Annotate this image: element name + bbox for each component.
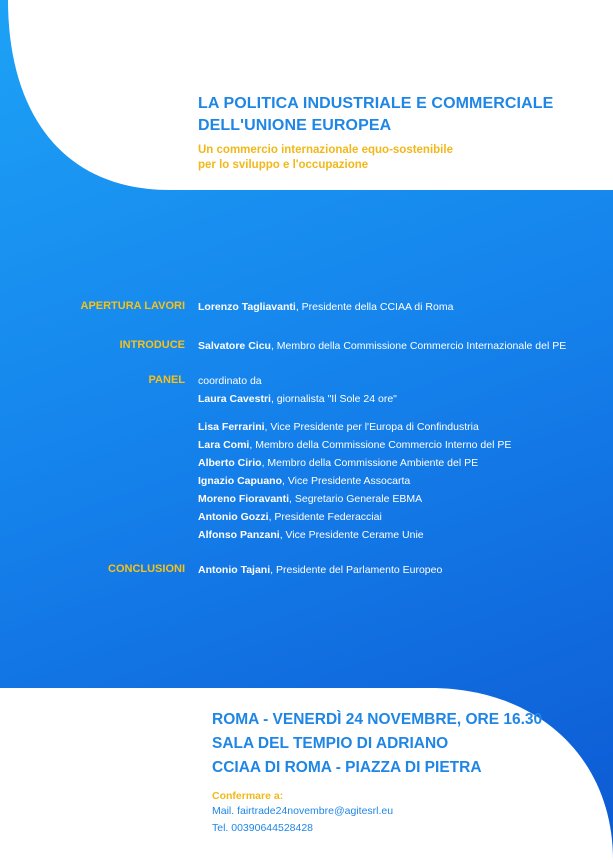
contact-tel: Tel. 00390644528428 bbox=[212, 822, 314, 834]
speaker-role: , Membro della Commissione Ambiente del PE bbox=[261, 457, 479, 469]
speaker-line bbox=[198, 337, 613, 355]
speaker-name: Lorenzo Tagliavanti bbox=[198, 301, 296, 313]
row-conclusioni bbox=[0, 561, 613, 581]
program bbox=[0, 298, 613, 581]
speaker-line bbox=[198, 454, 613, 472]
speaker-line bbox=[198, 436, 613, 454]
speaker-role: , Membro della Commissione Commercio Interno del PE bbox=[249, 439, 512, 451]
content-introduce bbox=[198, 337, 613, 355]
speaker-name: Alfonso Panzani bbox=[198, 529, 280, 541]
speaker-name: Moreno Fioravanti bbox=[198, 493, 290, 505]
moderator-role: , giornalista "Il Sole 24 ore" bbox=[270, 393, 397, 405]
moderator-name: Laura Cavestri bbox=[198, 393, 271, 405]
speaker-role: , Segretario Generale EBMA bbox=[289, 493, 423, 505]
label-apertura: APERTURA LAVORI bbox=[80, 300, 185, 312]
speaker-line bbox=[198, 298, 613, 316]
speaker-role: , Presidente del Parlamento Europeo bbox=[270, 564, 443, 576]
event-title bbox=[198, 93, 598, 137]
speaker-role: , Presidente Federacciai bbox=[268, 511, 382, 523]
speaker-role: , Vice Presidente Cerame Unie bbox=[279, 529, 424, 541]
speaker-line bbox=[198, 508, 613, 526]
subtitle-line-2: per lo sviluppo e l'occupazione bbox=[198, 159, 369, 171]
speaker-name: Ignazio Capuano bbox=[198, 475, 282, 487]
event-subtitle bbox=[198, 143, 598, 173]
event-details bbox=[212, 708, 602, 837]
row-apertura bbox=[0, 298, 613, 337]
speaker-name: Antonio Tajani bbox=[198, 564, 271, 576]
event-address: CCIAA DI ROMA - PIAZZA DI PIETRA bbox=[212, 759, 482, 776]
speaker-name: Antonio Gozzi bbox=[198, 511, 269, 523]
event-venue: SALA DEL TEMPIO DI ADRIANO bbox=[212, 735, 449, 752]
title-line-1: LA POLITICA INDUSTRIALE E COMMERCIALE bbox=[198, 95, 554, 112]
title-line-2: DELL'UNIONE EUROPEA bbox=[198, 117, 392, 134]
contact-mail: Mail. fairtrade24novembre@agitesrl.eu bbox=[212, 805, 394, 817]
label-introduce: INTRODUCE bbox=[119, 339, 185, 351]
speaker-role: , Vice Presidente Assocarta bbox=[282, 475, 411, 487]
speaker-name: Salvatore Cicu bbox=[198, 340, 271, 352]
confirm-label: Confermare a: bbox=[212, 790, 284, 802]
subtitle-line-1: Un commercio internazionale equo-sostenibile bbox=[198, 144, 453, 156]
speaker-line bbox=[198, 490, 613, 508]
speaker-name: Alberto Cirio bbox=[198, 457, 262, 469]
content-panel bbox=[198, 372, 613, 544]
row-introduce bbox=[0, 337, 613, 372]
header bbox=[198, 93, 598, 173]
speaker-role: , Vice Presidente per l'Europa di Confindustria bbox=[264, 421, 479, 433]
speaker-role: , Presidente della CCIAA di Roma bbox=[295, 301, 454, 313]
speaker-line bbox=[198, 526, 613, 544]
row-panel bbox=[0, 372, 613, 561]
label-panel: PANEL bbox=[148, 374, 185, 386]
speaker-line bbox=[198, 418, 613, 436]
event-date-time: ROMA - VENERDÌ 24 NOVEMBRE, ORE 16.30 bbox=[212, 711, 543, 728]
speaker-line bbox=[198, 472, 613, 490]
label-conclusioni: CONCLUSIONI bbox=[108, 563, 185, 575]
spacer bbox=[198, 408, 613, 418]
coordinated-by: coordinato da bbox=[198, 375, 262, 387]
speaker-role: , Membro della Commissione Commercio Internazionale del PE bbox=[270, 340, 567, 352]
speaker-name: Lara Comi bbox=[198, 439, 250, 451]
speaker-name: Lisa Ferrarini bbox=[198, 421, 265, 433]
content-apertura bbox=[198, 298, 613, 316]
moderator-line bbox=[198, 390, 613, 408]
speaker-line bbox=[198, 561, 613, 579]
content-conclusioni bbox=[198, 561, 613, 579]
